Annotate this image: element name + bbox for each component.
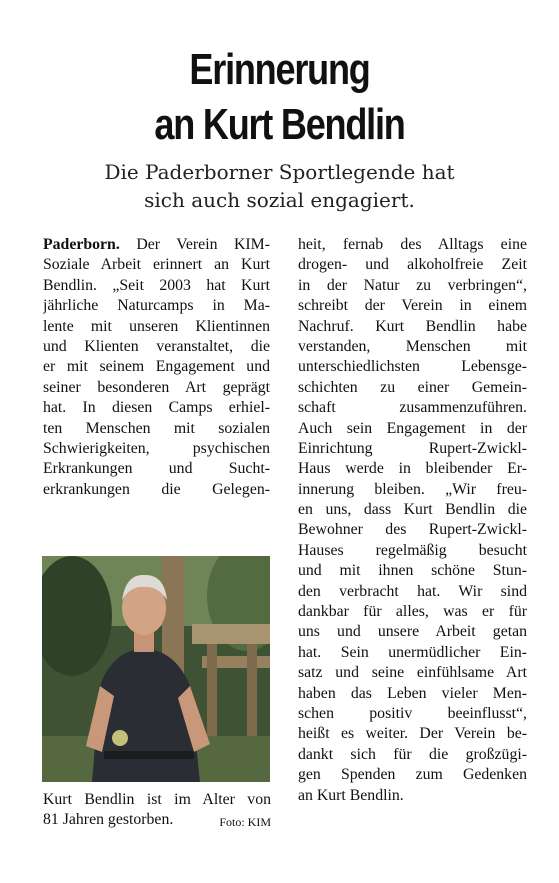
article-line: drogen- und alkoholfreie Zeit — [298, 256, 527, 274]
subheadline-line-1: Die Paderborner Sportlegende hat — [104, 160, 455, 184]
article-line: Schwierigkeiten, psychischen — [43, 439, 270, 457]
subheadline-line-2: sich auch sozial engagiert. — [144, 188, 415, 212]
article-line: Haus werde in bleibender Er- — [298, 460, 527, 478]
article-line: verstanden, Menschen mit — [298, 337, 527, 355]
article-line: und mit ihnen schöne Stun- — [298, 562, 527, 580]
article-line: ten Menschen mit sozialen — [43, 419, 270, 437]
article-line: schichten zu einer Gemein- — [298, 378, 527, 396]
article-line: Bewohner des Rupert-Zwickl- — [298, 521, 527, 539]
article-line: gen Spenden zum Gedenken — [298, 766, 527, 784]
article-line: Hauses regelmäßig besucht — [298, 541, 527, 559]
article-line: erkrankungen die Gelegen- — [43, 480, 270, 498]
article-line: er mit seinem Engagement und — [43, 358, 270, 376]
article-line: en uns, dass Kurt Bendlin die — [298, 501, 527, 519]
article-column-2 — [298, 235, 527, 806]
article-line-rest: Der Verein KIM- — [119, 236, 270, 253]
article-line: innerung bleiben. „Wir freu- — [298, 480, 527, 498]
headline-line-1: Erinnerung — [189, 45, 370, 94]
article-line: jährliche Naturcamps in Ma- — [43, 297, 270, 315]
article-line: dankt sich für die großzügi- — [298, 745, 527, 763]
article-line: unterschiedlichsten Lebensge- — [298, 358, 527, 376]
article-line: uns und unsere Arbeit getan — [298, 623, 527, 641]
article-line: haben das Leben vieler Men- — [298, 684, 527, 702]
article-line: Einrichtung Rupert-Zwickl- — [298, 439, 527, 457]
article-line: und Klienten veranstaltet, die — [43, 337, 270, 355]
portrait-photo — [42, 556, 270, 782]
article-line: Erkrankungen und Sucht- — [43, 460, 270, 478]
article-line: hat. In diesen Camps erhiel- — [43, 399, 270, 417]
portrait-photo-illustration — [42, 556, 270, 782]
article-line: in der Natur zu verbringen“, — [298, 276, 527, 294]
article-line: schen positiv beeinflusst“, — [298, 704, 527, 722]
article-line: heit, fernab des Alltags eine — [298, 236, 527, 253]
article-line: dankbar für alles, was er für — [298, 603, 527, 621]
article-line: schaft zusammenzuführen. — [298, 399, 527, 417]
article-line: seiner besonderen Art geprägt — [43, 378, 270, 396]
article-line: schreibt der Verein in einem — [298, 297, 527, 315]
article-line: den verbracht hat. Wir sind — [298, 582, 527, 600]
caption-line-2: 81 Jahren gestorben. — [43, 811, 174, 829]
photo-caption — [43, 790, 271, 831]
article-line: Auch sein Engagement in der — [298, 419, 527, 437]
caption-line-1: Kurt Bendlin ist im Alter von — [43, 791, 271, 808]
article-line: hat. Sein unermüdlicher Ein- — [298, 643, 527, 661]
photo-credit: Foto: KIM — [219, 815, 271, 830]
article-line: Nachruf. Kurt Bendlin habe — [298, 317, 527, 335]
article-line: an Kurt Bendlin. — [298, 786, 404, 804]
article-column-1 — [43, 235, 270, 500]
article-line: Soziale Arbeit erinnert an Kurt — [43, 256, 270, 274]
article-line: Bendlin. „Seit 2003 hat Kurt — [43, 276, 270, 294]
headline-line-2: an Kurt Bendlin — [154, 100, 405, 149]
article-line: lente mit unseren Klientinnen — [43, 317, 270, 335]
caption-line-2-row — [43, 810, 271, 830]
dateline: Paderborn. — [43, 236, 120, 253]
article-line: heißt es weiter. Der Verein be- — [298, 725, 527, 743]
article-line — [43, 235, 270, 255]
article-line: satz und seine einfühlsame Art — [298, 664, 527, 682]
